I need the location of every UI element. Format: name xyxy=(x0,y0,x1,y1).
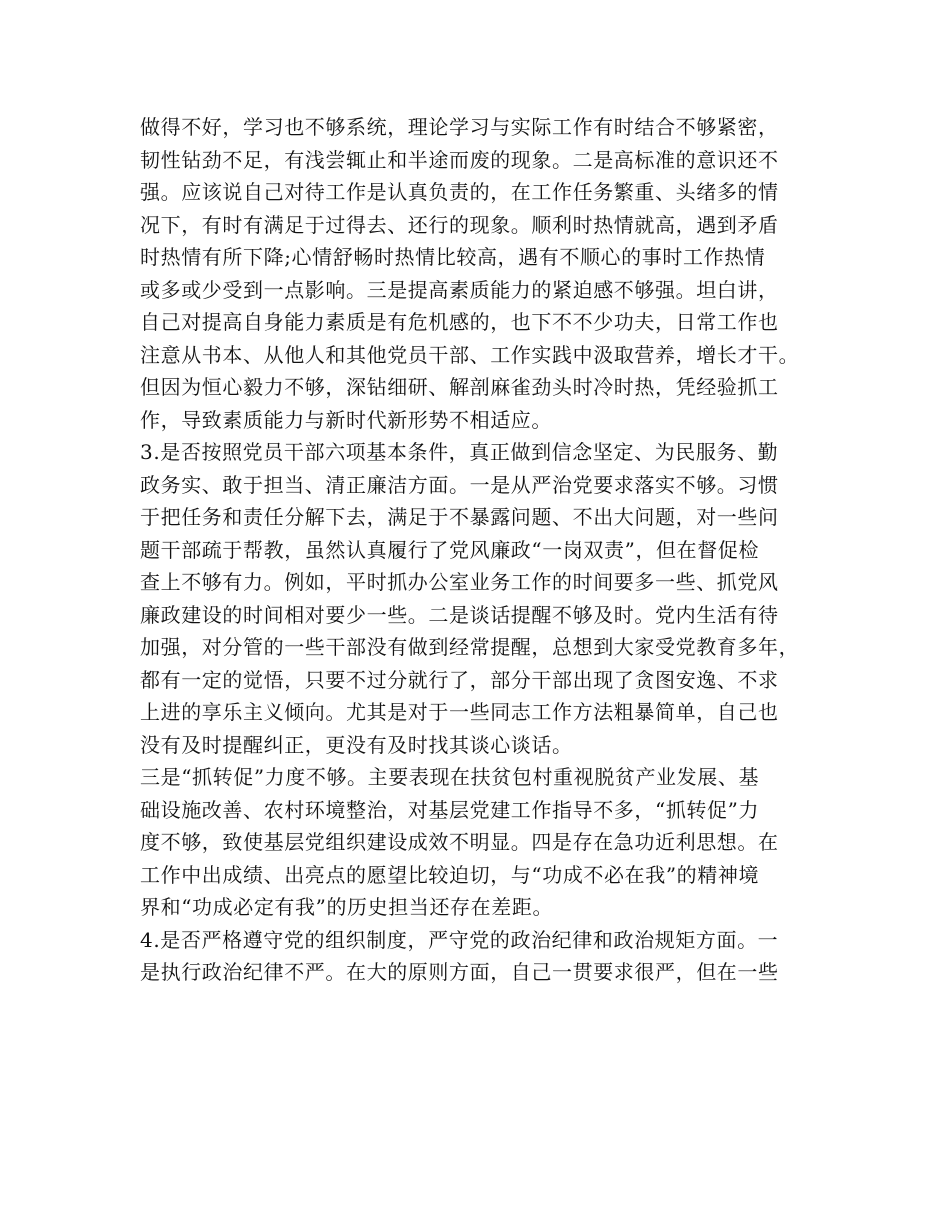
text-line: 3.是否按照党员干部六项基本条件，真正做到信念坚定、为民服务、勤 xyxy=(140,440,779,464)
text-line: 三是“抓转促”力度不够。主要表现在扶贫包村重视脱贫产业发展、基 xyxy=(140,765,760,789)
text-line: 作，导致素质能力与新时代新形势不相适应。 xyxy=(140,407,552,432)
text-line: 加强，对分管的一些干部没有做到经常提醒，总想到大家受党教育多年， xyxy=(140,635,800,659)
text-line: 题干部疏于帮教，虽然认真履行了党风廉政“一岗双责”，但在督促检 xyxy=(140,537,760,562)
text-line: 政务实、敢于担当、清正廉洁方面。一是从严治党要求落实不够。习惯 xyxy=(140,472,779,497)
text-line: 4.是否严格遵守党的组织制度，严守党的政治纪律和政治规矩方面。一 xyxy=(140,927,779,952)
text-line: 上进的享乐主义倾向。尤其是对于一些同志工作方法粗暴简单，自己也 xyxy=(140,700,779,724)
text-line: 础设施改善、农村环境整治，对基层党建工作指导不多，“抓转促”力 xyxy=(140,797,760,822)
text-line: 工作中出成绩、出亮点的愿望比较迫切，与“功成不必在我”的精神境 xyxy=(140,862,760,887)
text-line: 注意从书本、从他人和其他党员干部、工作实践中汲取营养，增长才干。 xyxy=(140,342,800,367)
text-line: 做得不好，学习也不够系统，理论学习与实际工作有时结合不够紧密， xyxy=(140,115,779,139)
text-line: 是执行政治纪律不严。在大的原则方面，自己一贯要求很严，但在一些 xyxy=(140,960,779,984)
text-line: 都有一定的觉悟，只要不过分就行了，部分干部出现了贪图安逸、不求 xyxy=(140,667,779,692)
text-line: 查上不够有力。例如，平时抓办公室业务工作的时间要多一些、抓党风 xyxy=(140,570,779,594)
text-line: 韧性钻劲不足，有浅尝辄止和半途而废的现象。二是高标准的意识还不 xyxy=(140,147,779,172)
text-line: 于把任务和责任分解下去，满足于不暴露问题、不出大问题，对一些问 xyxy=(140,505,779,529)
text-line: 度不够，致使基层党组织建设成效不明显。四是存在急功近利思想。在 xyxy=(140,830,779,854)
text-line: 廉政建设的时间相对要少一些。二是谈话提醒不够及时。党内生活有待 xyxy=(140,602,779,627)
text-line: 自己对提高自身能力素质是有危机感的，也下不不少功夫，日常工作也 xyxy=(140,310,779,334)
text-line: 界和“功成必定有我”的历史担当还存在差距。 xyxy=(140,895,554,919)
text-line: 时热情有所下降;心情舒畅时热情比较高，遇有不顺心的事时工作热情 xyxy=(140,245,766,269)
text-line: 没有及时提醒纠正，更没有及时找其谈心谈话。 xyxy=(140,732,573,757)
text-line: 或多或少受到一点影响。三是提高素质能力的紧迫感不够强。坦白讲， xyxy=(140,277,779,302)
text-line: 强。应该说自己对待工作是认真负责的，在工作任务繁重、头绪多的情 xyxy=(140,180,779,204)
body-text xyxy=(140,111,840,989)
text-line: 况下，有时有满足于过得去、还行的现象。顺利时热情就高，遇到矛盾 xyxy=(140,212,779,237)
text-line: 但因为恒心毅力不够，深钻细研、解剖麻雀劲头时冷时热，凭经验抓工 xyxy=(140,375,779,399)
